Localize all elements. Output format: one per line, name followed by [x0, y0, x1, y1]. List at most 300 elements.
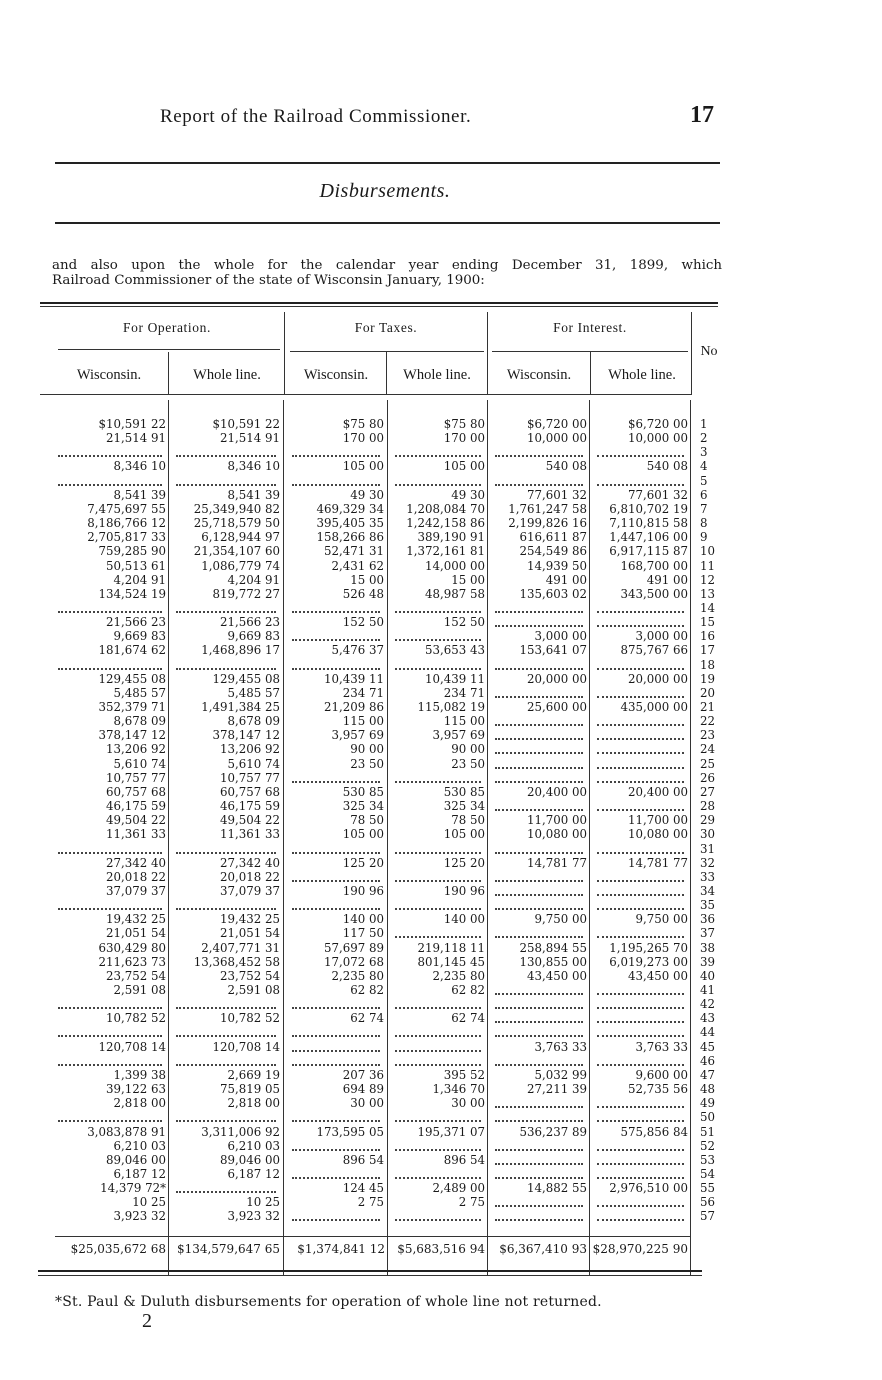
- line-number: 20: [700, 685, 716, 700]
- leader-dots: [395, 1062, 481, 1066]
- total-taxes-wisconsin: $1,374,841 12: [297, 1242, 385, 1256]
- cell-operation-whole-line: 1,491,384 25: [201, 700, 280, 714]
- title-rule: [55, 222, 720, 224]
- leader-dots: [495, 1033, 583, 1037]
- cell-taxes-wisconsin: 23 50: [350, 756, 384, 771]
- cell-interest-wisconsin: 258,894 55: [519, 940, 587, 955]
- leader-dots: [58, 666, 162, 670]
- cell-taxes-whole-line: 140 00: [443, 912, 485, 927]
- leader-dots: [495, 878, 583, 882]
- cell-interest-whole-line: 6,810,702 19: [609, 501, 688, 516]
- cell-operation-whole-line: 2,669 19: [227, 1067, 280, 1082]
- cell-operation-whole-line: 5,485 57: [227, 685, 280, 700]
- cell-interest-whole-line: 2,976,510 00: [609, 1181, 688, 1196]
- leader-dots: [292, 878, 380, 882]
- cell-operation-whole-line: 3,311,006 92: [201, 1124, 280, 1139]
- cell-operation-wisconsin: 3,083,878 91: [87, 1124, 166, 1139]
- cell-operation-whole-line: $10,591 22: [212, 417, 280, 431]
- leader-dots: [395, 1217, 481, 1221]
- leader-dots: [292, 779, 380, 783]
- cell-operation-whole-line: 25,718,579 50: [193, 516, 280, 531]
- leader-dots: [395, 1118, 481, 1122]
- cell-operation-wisconsin: 134,524 19: [98, 586, 166, 601]
- cell-taxes-whole-line: 115 00: [443, 714, 485, 729]
- leader-dots: [597, 991, 684, 995]
- cell-taxes-whole-line: 325 34: [443, 799, 485, 814]
- leader-dots: [58, 1033, 162, 1037]
- line-number: 41: [700, 983, 716, 997]
- cell-interest-whole-line: 6,917,115 87: [609, 544, 688, 559]
- cell-interest-wisconsin: 135,603 02: [519, 586, 587, 601]
- cell-operation-wisconsin: 60,757 68: [105, 784, 166, 799]
- line-number: 6: [700, 487, 708, 502]
- leader-dots: [597, 750, 684, 754]
- cell-operation-whole-line: 120,708 14: [212, 1039, 280, 1054]
- cell-interest-whole-line: 6,019,273 00: [609, 954, 688, 969]
- subheader-interest-wisconsin: Wisconsin.: [506, 367, 572, 383]
- leader-dots: [495, 623, 583, 627]
- cell-taxes-whole-line: 23 50: [451, 756, 485, 771]
- leader-dots: [495, 765, 583, 769]
- leader-dots: [597, 906, 684, 910]
- leader-dots: [495, 991, 583, 995]
- cell-interest-whole-line: 575,856 84: [620, 1124, 688, 1139]
- header-bottom-rule: [40, 394, 692, 395]
- cell-taxes-wisconsin: 469,329 34: [316, 501, 384, 516]
- cell-operation-whole-line: 5,610 74: [227, 756, 280, 771]
- line-number: 34: [700, 883, 716, 898]
- line-number: 15: [700, 615, 716, 630]
- cell-interest-whole-line: 1,447,106 00: [609, 530, 688, 545]
- leader-dots: [292, 1175, 380, 1179]
- cell-operation-whole-line: 9,669 83: [227, 629, 280, 644]
- leader-dots: [292, 453, 380, 457]
- leader-dots: [292, 1048, 380, 1052]
- leader-dots: [597, 1019, 684, 1023]
- leader-dots: [58, 453, 162, 457]
- cell-operation-whole-line: 13,368,452 58: [193, 954, 280, 969]
- cell-taxes-wisconsin: 2,431 62: [331, 558, 384, 573]
- leader-dots: [292, 482, 380, 486]
- leader-dots: [597, 482, 684, 486]
- line-number: 1: [700, 417, 708, 431]
- leader-dots: [597, 1147, 684, 1151]
- group-header-operation: For Operation.: [123, 320, 211, 335]
- cell-operation-wisconsin: 5,485 57: [113, 685, 166, 700]
- cell-operation-wisconsin: 181,674 62: [98, 643, 166, 658]
- cell-taxes-whole-line: 170 00: [443, 431, 485, 446]
- line-number: 57: [700, 1209, 716, 1224]
- cell-taxes-whole-line: 78 50: [451, 813, 485, 828]
- leader-dots: [292, 1118, 380, 1122]
- cell-operation-whole-line: 89,046 00: [219, 1152, 280, 1167]
- cell-operation-wisconsin: $10,591 22: [98, 417, 166, 431]
- cell-interest-wisconsin: 491 00: [545, 572, 587, 587]
- line-number: 19: [700, 671, 716, 686]
- group-header-interest: For Interest.: [553, 320, 627, 335]
- cell-operation-whole-line: 1,086,779 74: [201, 558, 280, 573]
- cell-interest-whole-line: 10,000 00: [627, 431, 688, 446]
- cell-taxes-wisconsin: 526 48: [342, 586, 384, 601]
- page-number: 17: [690, 102, 714, 128]
- cell-taxes-whole-line: 1,242,158 86: [406, 516, 485, 531]
- cell-operation-wisconsin: 23,752 54: [105, 968, 166, 983]
- cell-operation-whole-line: 129,455 08: [212, 671, 280, 686]
- cell-interest-wisconsin: 25,600 00: [526, 700, 587, 714]
- leader-dots: [597, 1062, 684, 1066]
- cell-interest-wisconsin: 2,199,826 16: [508, 516, 587, 531]
- total-operation-wisconsin: $25,035,672 68: [70, 1242, 166, 1256]
- cell-interest-wisconsin: 11,700 00: [526, 813, 587, 828]
- cell-interest-wisconsin: 27,211 39: [526, 1082, 587, 1097]
- leader-dots: [292, 666, 380, 670]
- leader-dots: [495, 694, 583, 698]
- cell-operation-whole-line: 75,819 05: [219, 1082, 280, 1097]
- leader-dots: [58, 1005, 162, 1009]
- cell-operation-wisconsin: 50,513 61: [105, 558, 166, 573]
- leader-dots: [495, 1175, 583, 1179]
- line-number: 53: [700, 1152, 716, 1167]
- cell-taxes-whole-line: 48,987 58: [424, 586, 485, 601]
- cell-interest-wisconsin: 3,763 33: [534, 1039, 587, 1054]
- leader-dots: [597, 1217, 684, 1221]
- cell-interest-wisconsin: 14,781 77: [526, 855, 587, 870]
- leader-dots: [495, 779, 583, 783]
- cell-interest-wisconsin: 10,080 00: [526, 827, 587, 842]
- leader-dots: [395, 1147, 481, 1151]
- cell-operation-wisconsin: 5,610 74: [113, 756, 166, 771]
- cell-taxes-whole-line: 1,372,161 81: [406, 544, 485, 559]
- leader-dots: [495, 609, 583, 613]
- cell-taxes-whole-line: 30 00: [451, 1096, 485, 1111]
- line-number: 28: [700, 799, 716, 814]
- leader-dots: [395, 637, 481, 641]
- cell-taxes-wisconsin: 10,439 11: [323, 671, 384, 686]
- leader-dots: [292, 1033, 380, 1037]
- subheader-operation-whole-line: Whole line.: [193, 367, 261, 383]
- cell-taxes-wisconsin: 325 34: [342, 799, 384, 814]
- cell-taxes-wisconsin: 57,697 89: [323, 940, 384, 955]
- cell-interest-wisconsin: 77,601 32: [526, 487, 587, 502]
- leader-dots: [597, 609, 684, 613]
- line-number: 3: [700, 445, 708, 460]
- leader-dots: [495, 906, 583, 910]
- cell-operation-whole-line: 8,541 39: [227, 487, 280, 502]
- cell-taxes-wisconsin: 30 00: [350, 1096, 384, 1111]
- cell-interest-wisconsin: 3,000 00: [534, 629, 587, 644]
- line-number: 38: [700, 940, 716, 955]
- group-header-taxes: For Taxes.: [354, 320, 418, 335]
- column-divider-5: [589, 400, 590, 1276]
- header-divider-2: [284, 312, 285, 395]
- line-number: 31: [700, 841, 716, 856]
- line-number: 24: [700, 742, 716, 757]
- cell-interest-wisconsin: 43,450 00: [526, 968, 587, 983]
- cell-operation-wisconsin: 1,399 38: [113, 1067, 166, 1082]
- leader-dots: [58, 850, 162, 854]
- cell-operation-wisconsin: 8,678 09: [113, 714, 166, 729]
- cell-operation-whole-line: 20,018 22: [219, 869, 280, 884]
- line-number: 22: [700, 714, 716, 729]
- cell-operation-wisconsin: 9,669 83: [113, 629, 166, 644]
- leader-dots: [176, 1189, 276, 1193]
- leader-dots: [292, 609, 380, 613]
- line-number: 45: [700, 1039, 716, 1054]
- line-number: 21: [700, 700, 716, 714]
- cell-interest-whole-line: 168,700 00: [620, 558, 688, 573]
- line-number: 33: [700, 869, 716, 884]
- cell-taxes-whole-line: 2,489 00: [432, 1181, 485, 1196]
- cell-interest-whole-line: 52,735 56: [627, 1082, 688, 1097]
- cell-operation-wisconsin: 8,186,766 12: [87, 516, 166, 531]
- cell-interest-whole-line: 491 00: [646, 572, 688, 587]
- cell-taxes-wisconsin: 78 50: [350, 813, 384, 828]
- cell-taxes-wisconsin: 62 82: [350, 983, 384, 997]
- line-number: 47: [700, 1067, 716, 1082]
- leader-dots: [597, 453, 684, 457]
- line-number: 37: [700, 926, 716, 941]
- line-number: 39: [700, 954, 716, 969]
- leader-dots: [176, 609, 276, 613]
- cell-taxes-whole-line: 1,346 70: [432, 1082, 485, 1097]
- cell-interest-wisconsin: 14,882 55: [526, 1181, 587, 1196]
- cell-interest-wisconsin: 9,750 00: [534, 912, 587, 927]
- line-number: 43: [700, 1011, 716, 1026]
- line-number: 27: [700, 784, 716, 799]
- leader-dots: [597, 779, 684, 783]
- cell-interest-wisconsin: 1,761,247 58: [508, 501, 587, 516]
- cell-operation-whole-line: 21,354,107 60: [193, 544, 280, 559]
- leader-dots: [495, 1118, 583, 1122]
- cell-operation-whole-line: 10 25: [246, 1195, 280, 1210]
- cell-taxes-wisconsin: 896 54: [342, 1152, 384, 1167]
- cell-interest-whole-line: 3,000 00: [635, 629, 688, 644]
- cell-operation-wisconsin: 211,623 73: [98, 954, 166, 969]
- cell-taxes-whole-line: 389,190 91: [417, 530, 485, 545]
- leader-dots: [292, 1217, 380, 1221]
- cell-taxes-wisconsin: 21,209 86: [323, 700, 384, 714]
- line-number: 13: [700, 586, 716, 601]
- intro-line-1: and also upon the whole for the calendar year ending December 31, 1899, which: [52, 258, 722, 273]
- leader-dots: [395, 482, 481, 486]
- leader-dots: [395, 1005, 481, 1009]
- leader-dots: [395, 453, 481, 457]
- cell-operation-wisconsin: 49,504 22: [105, 813, 166, 828]
- leader-dots: [495, 453, 583, 457]
- leader-dots: [495, 482, 583, 486]
- cell-interest-wisconsin: 153,641 07: [519, 643, 587, 658]
- leader-dots: [597, 736, 684, 740]
- leader-dots: [495, 666, 583, 670]
- leader-dots: [597, 1161, 684, 1165]
- cell-interest-whole-line: 43,450 00: [627, 968, 688, 983]
- cell-operation-wisconsin: 7,475,697 55: [87, 501, 166, 516]
- cell-taxes-wisconsin: 115 00: [342, 714, 384, 729]
- cell-operation-wisconsin: 3,923 32: [113, 1209, 166, 1224]
- leader-dots: [292, 1062, 380, 1066]
- running-title: Report of the Railroad Commissioner.: [160, 106, 472, 127]
- cell-operation-whole-line: 25,349,940 82: [193, 501, 280, 516]
- column-divider-4: [487, 400, 488, 1276]
- cell-interest-whole-line: 14,781 77: [627, 855, 688, 870]
- line-number: 25: [700, 756, 716, 771]
- cell-operation-whole-line: 6,210 03: [227, 1138, 280, 1153]
- cell-taxes-whole-line: 15 00: [451, 572, 485, 587]
- cell-operation-wisconsin: 37,079 37: [105, 883, 166, 898]
- total-interest-whole-line: $28,970,225 90: [592, 1242, 688, 1256]
- leader-dots: [495, 934, 583, 938]
- intro-line-2: Railroad Commissioner of the state of Wisconsin January, 1900:: [52, 273, 485, 288]
- cell-taxes-wisconsin: $75 80: [342, 417, 384, 431]
- cell-taxes-wisconsin: 530 85: [342, 784, 384, 799]
- leader-dots: [597, 666, 684, 670]
- cell-interest-whole-line: 7,110,815 58: [609, 516, 688, 531]
- leader-dots: [597, 878, 684, 882]
- cell-taxes-wisconsin: 158,266 86: [316, 530, 384, 545]
- cell-operation-whole-line: 8,678 09: [227, 714, 280, 729]
- line-number: 5: [700, 473, 708, 488]
- subheader-taxes-wisconsin: Wisconsin.: [303, 367, 369, 383]
- cell-operation-wisconsin: 21,514 91: [105, 431, 166, 446]
- header-divider-3: [386, 352, 387, 395]
- cell-interest-whole-line: 11,700 00: [627, 813, 688, 828]
- line-number: 35: [700, 898, 716, 913]
- cell-taxes-whole-line: 14,000 00: [424, 558, 485, 573]
- cell-operation-whole-line: 13,206 92: [219, 742, 280, 757]
- cell-interest-whole-line: $6,720 00: [627, 417, 688, 431]
- leader-dots: [292, 906, 380, 910]
- cell-operation-wisconsin: 6,187 12: [113, 1166, 166, 1181]
- cell-taxes-whole-line: 2,235 80: [432, 968, 485, 983]
- column-divider-6: [690, 400, 691, 1276]
- leader-dots: [176, 1033, 276, 1037]
- line-number: 26: [700, 770, 716, 785]
- cell-taxes-wisconsin: 170 00: [342, 431, 384, 446]
- cell-interest-wisconsin: 616,611 87: [519, 530, 587, 545]
- cell-operation-whole-line: 1,468,896 17: [201, 643, 280, 658]
- header-divider-6: [691, 312, 692, 395]
- leader-dots: [58, 482, 162, 486]
- cell-operation-wisconsin: 46,175 59: [105, 799, 166, 814]
- cell-operation-whole-line: 10,757 77: [219, 770, 280, 785]
- cell-taxes-wisconsin: 395,405 35: [316, 516, 384, 531]
- leader-dots: [597, 623, 684, 627]
- line-number: 12: [700, 572, 716, 587]
- cell-interest-wisconsin: $6,720 00: [526, 417, 587, 431]
- cell-interest-wisconsin: 14,939 50: [526, 558, 587, 573]
- cell-operation-wisconsin: 2,818 00: [113, 1096, 166, 1111]
- cell-taxes-whole-line: 234 71: [443, 685, 485, 700]
- header-divider-1: [168, 352, 169, 395]
- cell-taxes-whole-line: 190 96: [443, 883, 485, 898]
- line-number: 40: [700, 968, 716, 983]
- cell-taxes-wisconsin: 125 20: [342, 855, 384, 870]
- leader-dots: [176, 1118, 276, 1122]
- leader-dots: [176, 666, 276, 670]
- cell-taxes-whole-line: $75 80: [443, 417, 485, 431]
- line-number: 55: [700, 1181, 716, 1196]
- cell-interest-whole-line: 435,000 00: [620, 700, 688, 714]
- section-title: Disbursements.: [319, 180, 451, 202]
- cell-operation-wisconsin: 21,566 23: [105, 615, 166, 630]
- leader-dots: [495, 850, 583, 854]
- cell-operation-wisconsin: 759,285 90: [98, 544, 166, 559]
- column-divider-2: [283, 400, 284, 1276]
- cell-operation-whole-line: 2,591 08: [227, 983, 280, 997]
- cell-operation-wisconsin: 630,429 80: [98, 940, 166, 955]
- cell-taxes-wisconsin: 117 50: [342, 926, 384, 941]
- line-number: 14: [700, 600, 716, 615]
- leader-dots: [395, 934, 481, 938]
- cell-operation-wisconsin: 2,591 08: [113, 983, 166, 997]
- cell-taxes-whole-line: 530 85: [443, 784, 485, 799]
- cell-operation-wisconsin: 8,346 10: [113, 459, 166, 474]
- cell-interest-whole-line: 1,195,265 70: [609, 940, 688, 955]
- leader-dots: [58, 906, 162, 910]
- cell-taxes-whole-line: 62 82: [451, 983, 485, 997]
- cell-operation-whole-line: 11,361 33: [219, 827, 280, 842]
- cell-operation-whole-line: 10,782 52: [219, 1011, 280, 1026]
- leader-dots: [597, 1175, 684, 1179]
- cell-taxes-whole-line: 10,439 11: [424, 671, 485, 686]
- leader-dots: [395, 609, 481, 613]
- leader-dots: [597, 1033, 684, 1037]
- cell-operation-whole-line: 21,514 91: [219, 431, 280, 446]
- leader-dots: [58, 1118, 162, 1122]
- line-number: 32: [700, 855, 716, 870]
- leader-dots: [395, 1033, 481, 1037]
- cell-operation-whole-line: 819,772 27: [212, 586, 280, 601]
- cell-taxes-wisconsin: 2 75: [357, 1195, 384, 1210]
- cell-taxes-wisconsin: 140 00: [342, 912, 384, 927]
- cell-taxes-whole-line: 105 00: [443, 827, 485, 842]
- cell-taxes-whole-line: 1,208,084 70: [406, 501, 485, 516]
- cell-taxes-wisconsin: 124 45: [342, 1181, 384, 1196]
- cell-interest-whole-line: 540 08: [646, 459, 688, 474]
- totals-rule: [55, 1236, 690, 1237]
- cell-interest-whole-line: 20,400 00: [627, 784, 688, 799]
- cell-taxes-wisconsin: 62 74: [350, 1011, 384, 1026]
- cell-taxes-whole-line: 115,082 19: [417, 700, 485, 714]
- cell-operation-wisconsin: 2,705,817 33: [87, 530, 166, 545]
- cell-taxes-wisconsin: 173,595 05: [316, 1124, 384, 1139]
- line-number: 17: [700, 643, 716, 658]
- cell-taxes-wisconsin: 5,476 37: [331, 643, 384, 658]
- leader-dots: [495, 1005, 583, 1009]
- cell-operation-wisconsin: 8,541 39: [113, 487, 166, 502]
- leader-dots: [395, 906, 481, 910]
- cell-taxes-whole-line: 219,118 11: [417, 940, 485, 955]
- leader-dots: [495, 750, 583, 754]
- cell-operation-whole-line: 4,204 91: [227, 572, 280, 587]
- cell-taxes-whole-line: 195,371 07: [417, 1124, 485, 1139]
- cell-interest-wisconsin: 540 08: [545, 459, 587, 474]
- cell-interest-wisconsin: 20,400 00: [526, 784, 587, 799]
- cell-taxes-wisconsin: 2,235 80: [331, 968, 384, 983]
- cell-taxes-whole-line: 395 52: [443, 1067, 485, 1082]
- leader-dots: [176, 453, 276, 457]
- cell-operation-wisconsin: 6,210 03: [113, 1138, 166, 1153]
- leader-dots: [495, 807, 583, 811]
- column-divider-3: [387, 400, 388, 1276]
- line-number: 36: [700, 912, 716, 927]
- cell-taxes-whole-line: 49 30: [451, 487, 485, 502]
- line-number: 44: [700, 1025, 716, 1040]
- cell-taxes-wisconsin: 52,471 31: [323, 544, 384, 559]
- cell-operation-whole-line: 60,757 68: [219, 784, 280, 799]
- cell-interest-whole-line: 20,000 00: [627, 671, 688, 686]
- table-bottom-rule-2: [38, 1275, 702, 1276]
